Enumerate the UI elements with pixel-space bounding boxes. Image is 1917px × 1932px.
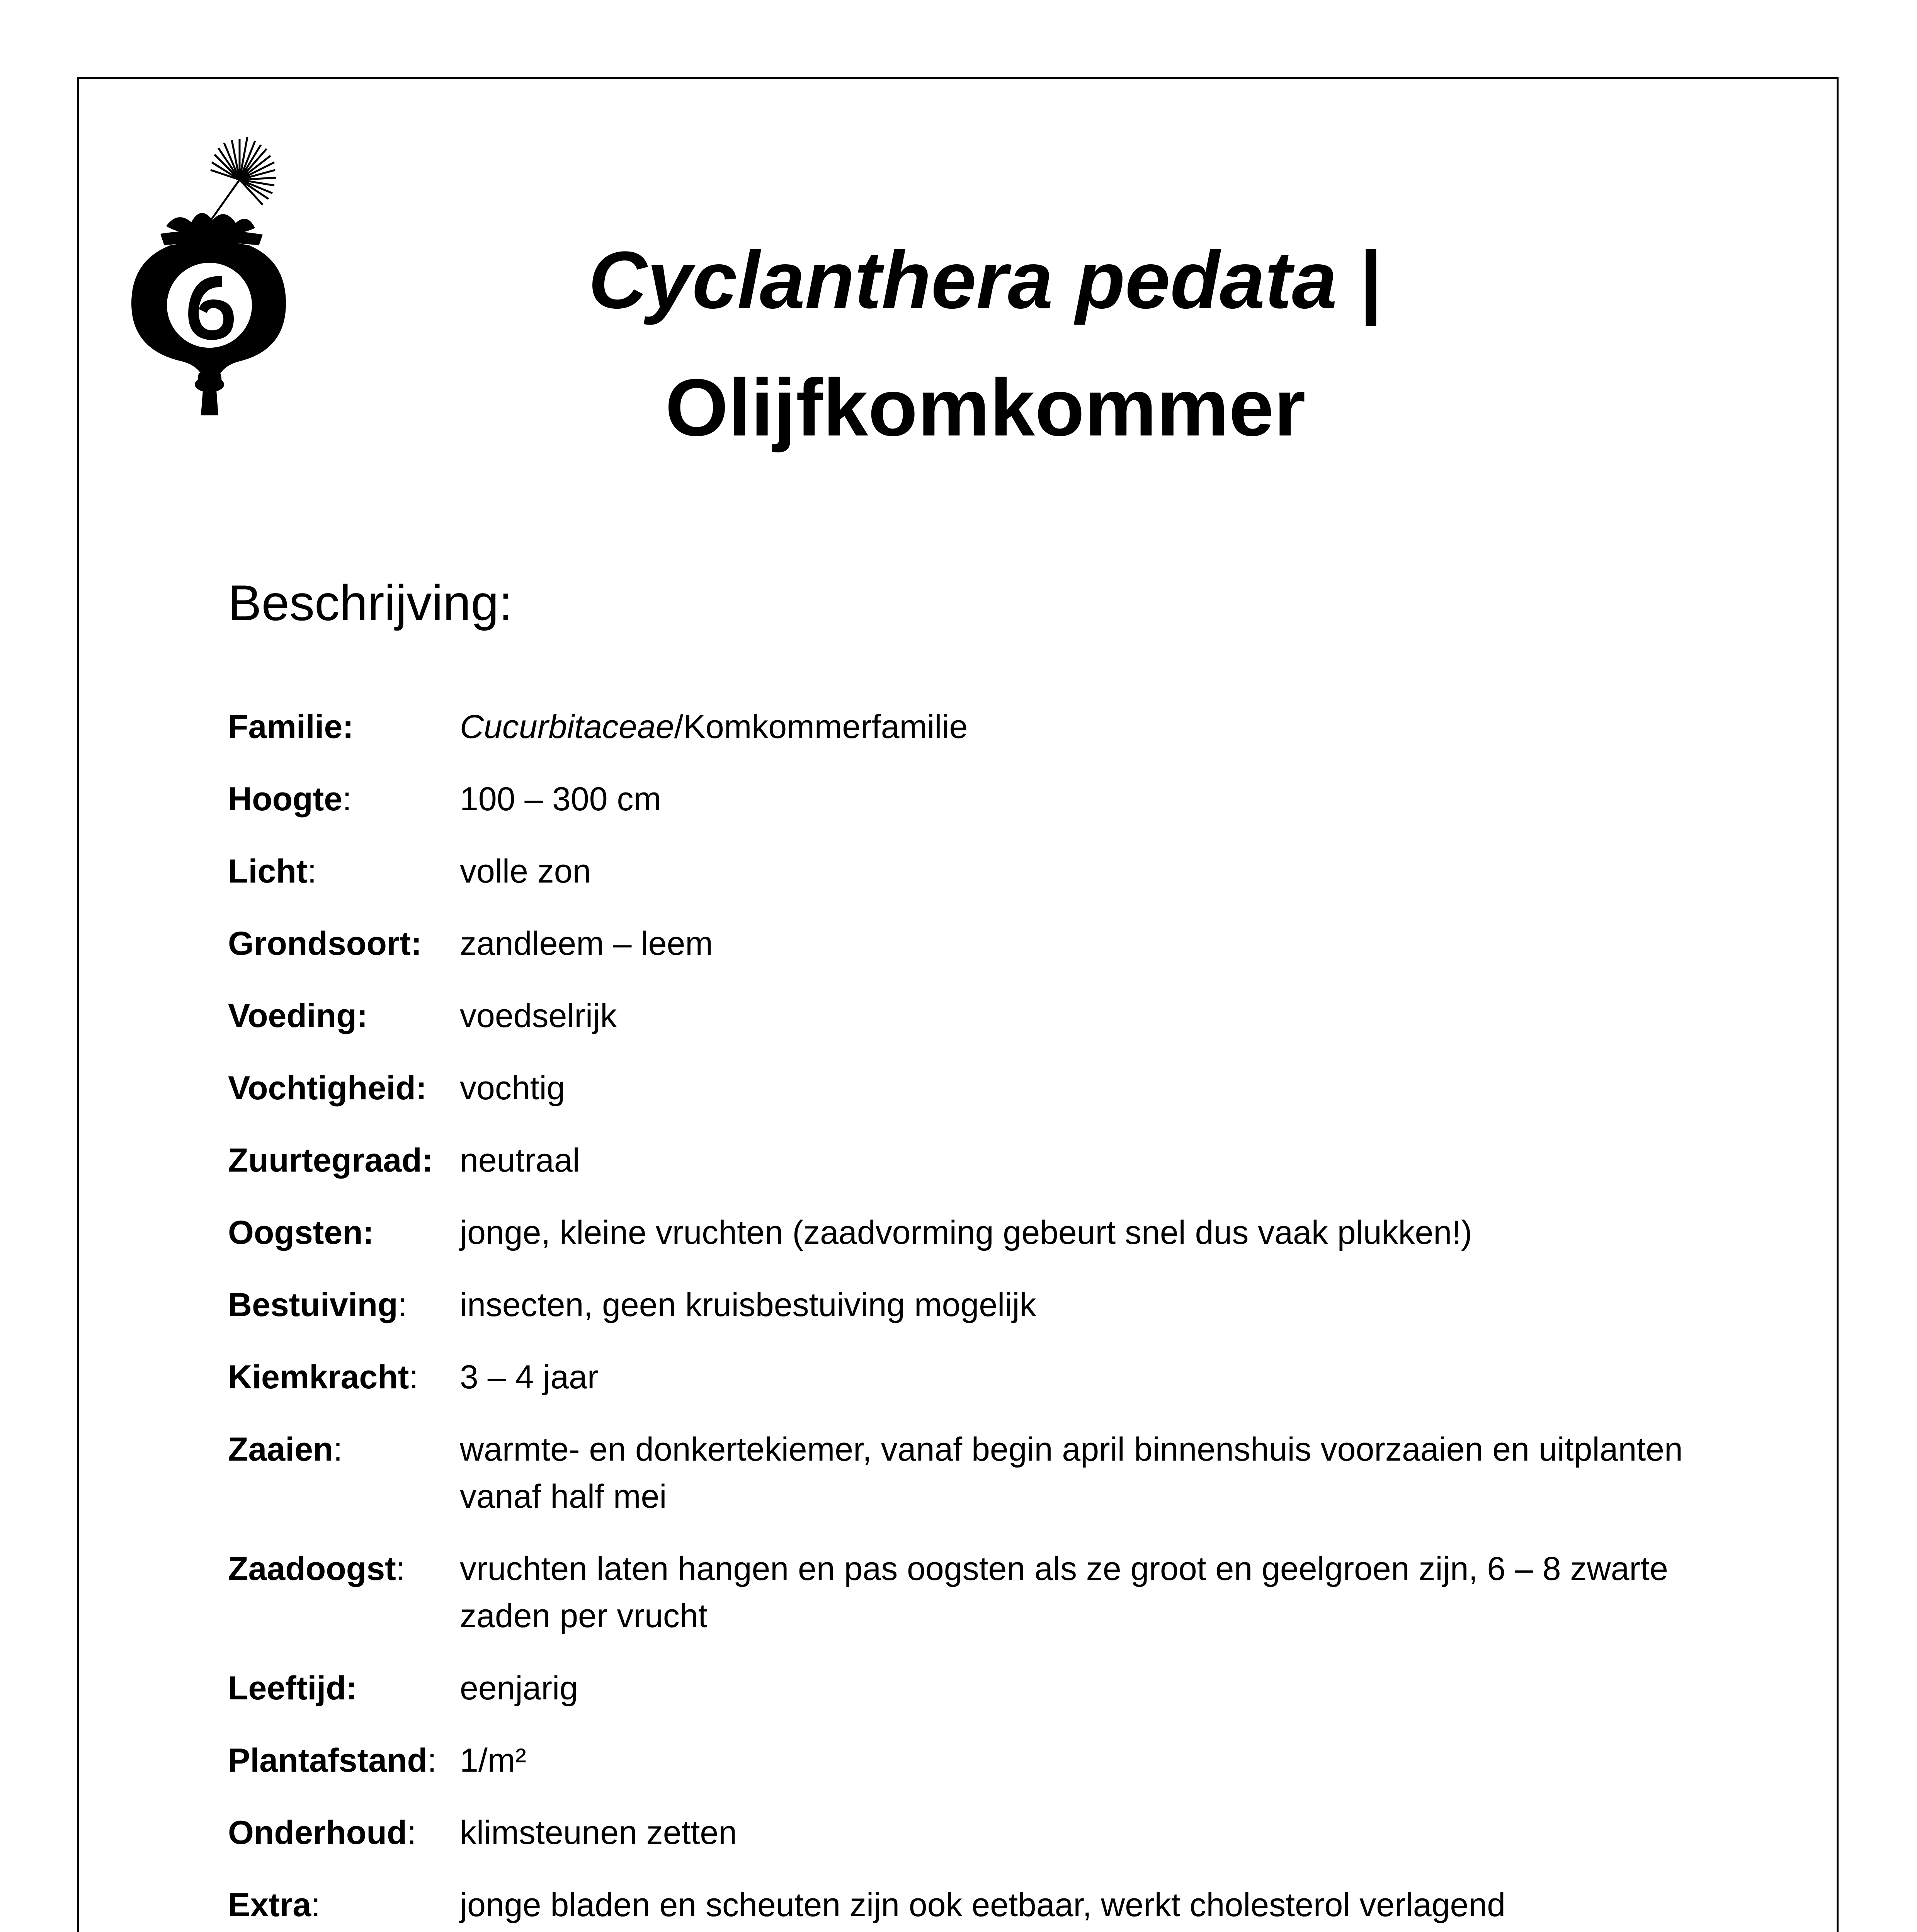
property-value <box>460 1545 1735 1639</box>
property-label-text: Grondsoort: <box>228 925 422 962</box>
property-label <box>228 1881 460 1929</box>
property-label-suffix: : <box>311 1886 321 1923</box>
property-row <box>228 1665 1735 1712</box>
property-label <box>228 848 460 895</box>
property-row <box>228 848 1735 895</box>
property-value <box>460 703 1735 750</box>
property-list <box>228 703 1735 1932</box>
property-value <box>460 1065 1735 1112</box>
property-label-text: Zaaien <box>228 1431 333 1468</box>
property-value <box>460 1426 1735 1520</box>
title-common-name: Olijfkomkommer <box>665 362 1306 453</box>
property-label <box>228 1137 460 1184</box>
property-row <box>228 1545 1735 1639</box>
property-label-text: Onderhoud <box>228 1814 407 1851</box>
property-value-text: neutraal <box>460 1142 580 1179</box>
property-value-text: volle zon <box>460 853 591 890</box>
property-label <box>228 1809 460 1856</box>
property-value <box>460 1881 1735 1929</box>
property-value <box>460 1281 1735 1328</box>
property-label-text: Zuurtegraad: <box>228 1142 433 1179</box>
property-label <box>228 920 460 967</box>
property-value-text: voedselrijk <box>460 997 617 1034</box>
section-heading-text: Beschrijving <box>228 575 499 631</box>
property-label-text: Extra <box>228 1886 311 1923</box>
property-value <box>460 1809 1735 1856</box>
property-value-text: jonge bladen en scheuten zijn ook eetbaar, werkt cholesterol verlagend <box>460 1886 1506 1923</box>
property-value-text: vochtig <box>460 1070 565 1107</box>
property-label-text: Licht <box>228 853 308 890</box>
property-value <box>460 1137 1735 1184</box>
property-value-text: 3 – 4 jaar <box>460 1359 599 1396</box>
property-label <box>228 1737 460 1784</box>
property-row <box>228 1426 1735 1520</box>
property-row <box>228 1354 1735 1401</box>
property-label <box>228 1281 460 1328</box>
property-label <box>228 1209 460 1256</box>
property-label-suffix: : <box>396 1550 405 1587</box>
property-label-text: Oogsten: <box>228 1214 374 1251</box>
property-label-text: Voeding: <box>228 997 368 1034</box>
property-row <box>228 1281 1735 1328</box>
property-value-text: eenjarig <box>460 1670 578 1707</box>
property-row <box>228 703 1735 750</box>
page-title <box>348 216 1623 471</box>
property-label <box>228 1065 460 1112</box>
property-value-text: /Komkommerfamilie <box>674 708 968 745</box>
property-value-text: klimsteunen zetten <box>460 1814 737 1851</box>
title-separator: | <box>1337 235 1383 325</box>
property-row <box>228 1137 1735 1184</box>
property-row <box>228 1737 1735 1784</box>
property-row <box>228 1881 1735 1929</box>
property-row <box>228 776 1735 823</box>
property-label-text: Leeftijd: <box>228 1670 357 1707</box>
property-value <box>460 1209 1735 1256</box>
property-label <box>228 1665 460 1712</box>
property-value <box>460 1354 1735 1401</box>
property-row <box>228 1065 1735 1112</box>
property-label-suffix: : <box>342 781 352 818</box>
property-value-text: warmte- en donkertekiemer, vanaf begin april binnenshuis voorzaaien en uitplanten vanaf half mei <box>460 1431 1683 1515</box>
property-label-text: Bestuiving <box>228 1286 398 1323</box>
property-label <box>228 992 460 1039</box>
property-value <box>460 920 1735 967</box>
property-label-suffix: : <box>427 1742 437 1779</box>
property-value <box>460 1665 1735 1712</box>
property-label <box>228 1545 460 1639</box>
section-heading <box>228 572 513 634</box>
poppy-seedhead-logo-icon <box>124 133 294 415</box>
property-label-text: Familie: <box>228 708 354 745</box>
title-line-1 <box>348 216 1623 344</box>
property-label-text: Hoogte <box>228 781 343 818</box>
property-label-suffix: : <box>407 1814 417 1851</box>
property-row <box>228 1209 1735 1256</box>
property-row <box>228 920 1735 967</box>
property-label <box>228 1354 460 1401</box>
property-value <box>460 776 1735 823</box>
property-label-suffix: : <box>307 853 317 890</box>
property-value-text: 100 – 300 cm <box>460 781 662 818</box>
property-value-text: 1/m² <box>460 1742 526 1779</box>
property-row <box>228 1809 1735 1856</box>
property-label <box>228 703 460 750</box>
property-value <box>460 992 1735 1039</box>
property-label-suffix: : <box>398 1286 407 1323</box>
title-latin-name: Cyclanthera pedata <box>588 235 1337 325</box>
property-row <box>228 992 1735 1039</box>
property-value-italic: Cucurbitaceae <box>460 708 674 745</box>
property-value-text: vruchten laten hangen en pas oogsten als ze groot en geelgroen zijn, 6 – 8 zwarte zaden per vrucht <box>460 1550 1668 1634</box>
property-value-text: insecten, geen kruisbestuiving mogelijk <box>460 1286 1036 1323</box>
property-label-text: Zaadoogst <box>228 1550 396 1587</box>
property-value <box>460 848 1735 895</box>
property-label-suffix: : <box>409 1359 418 1396</box>
section-heading-colon: : <box>498 575 513 631</box>
property-label <box>228 1426 460 1520</box>
property-label-text: Plantafstand <box>228 1742 428 1779</box>
property-label <box>228 776 460 823</box>
property-label-text: Kiemkracht <box>228 1359 409 1396</box>
property-value <box>460 1737 1735 1784</box>
property-value-text: zandleem – leem <box>460 925 713 962</box>
property-label-suffix: : <box>333 1431 343 1468</box>
property-label-text: Vochtigheid: <box>228 1070 427 1107</box>
property-value-text: jonge, kleine vruchten (zaadvorming gebeurt snel dus vaak plukken!) <box>460 1214 1472 1251</box>
